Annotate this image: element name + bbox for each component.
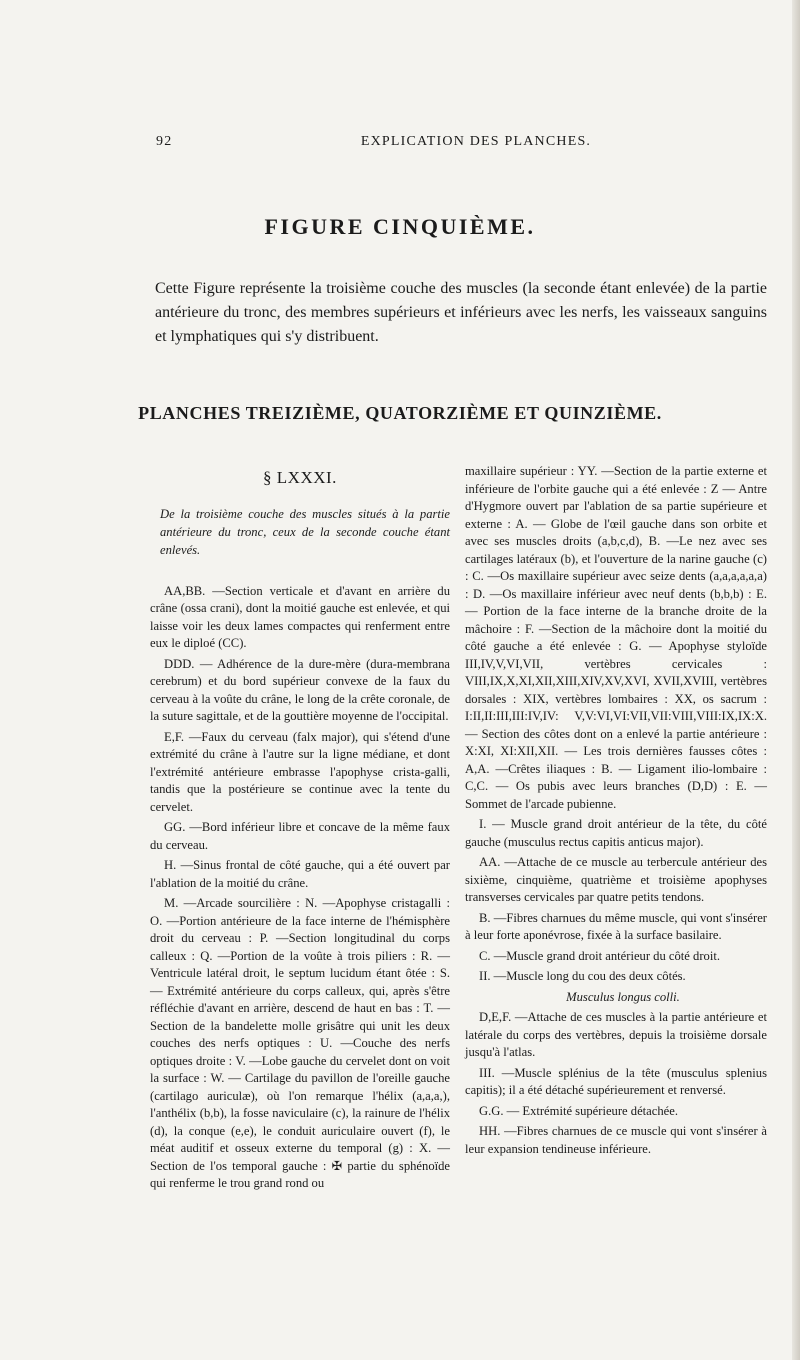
entry-b: B. —Fibres charnues du même muscle, qui vont s'insérer à leur forte aponévrose, fixée à la surface basilaire.: [465, 910, 767, 942]
entry-maxillaire-continued: maxillaire supérieur : YY. —Section de la partie externe et inférieure de l'orbite gauche qui a été enlevée : Z — Antre d'Hygmore ouvert par l'ablation de sa partie supérieure et externe : A. — Globe de l'œil gauche dans son orbite et avec ses muscles droits (a,b,c,d), B. —Le nez avec ses cartilages latéraux (b), et l'ouverture de la narine gauche (c) : C. —Os maxillaire supérieur avec seize dents (a,a,a,a,a,a) : D. —Os maxillaire inférieur avec neuf dents (b,b,b) : E. — Portion de la face interne de la branche droite de la mâchoire : F. —Section de la mâchoire dont la moitié du côté gauche a été enlevée : G. — Apophyse styloïde III,IV,V,VI,VII, vertèbres cervicales : VIII,IX,X,XI,XII,XIII,XIV,XV,XVI, XVII,XVIII, vertèbres dorsales : XIX, vertèbres lombaires : XX, os sacrum : I:II,II:III,III:IV,IV: V,V:VI,VI:VII,VII:VIII,VIII:IX,IX:X. — Section des côtes dont on a enlevé la partie antérieure : X:XI, XI:XII,XII. — Les trois dernières fausses côtes : A,A. —Crêtes iliaques : B. — Ligament ilio-lombaire : C,C. — Os pubis avec leurs branches (D,D) : E. — Sommet de l'arcade pubienne.: [465, 464, 767, 811]
plates-title: PLANCHES TREIZIÈME, QUATORZIÈME ET QUINZIÈME.: [138, 403, 662, 423]
intro-text: Cette Figure représente la troisième couche des muscles (la seconde étant enlevée) de la partie antérieure du tronc, des membres supérieurs et inférieurs avec les nerfs, les vaisseaux sanguins et lymphatiques qui s'y distribuent.: [155, 280, 767, 345]
entry-d-e-f: D,E,F. —Attache de ces muscles à la partie antérieure et latérale du corps des vertèbres, depuis la troisième dorsale jusqu'à l'atlas.: [465, 1010, 767, 1059]
intro-paragraph: [155, 277, 767, 349]
entry-h: H. —Sinus frontal de côté gauche, qui a été ouvert par l'ablation de la moitié du crâne.: [150, 858, 450, 890]
entry-gg: GG. —Bord inférieur libre et concave de la même faux du cerveau.: [150, 820, 450, 852]
latin-name: Musculus longus colli.: [566, 989, 680, 1004]
right-column: [465, 463, 767, 1161]
entry-aa: AA. —Attache de ce muscle au terbercule antérieur des sixième, cinquième, quatrième et troisième apophyses transverses cervicales par quatre petits tendons.: [465, 855, 767, 904]
entry-e-f: E,F. —Faux du cerveau (falx major), qui s'étend d'une extrémité du crâne à l'autre sur la ligne médiane, et dont l'extrémité antérieure embrasse l'apophyse crista-galli, tandis que la postérieure se continue avec la tente du cervelet.: [150, 729, 450, 814]
section-title: § LXXXI.: [263, 468, 337, 487]
page-edge: [792, 0, 800, 1360]
entry-aa-bb: AA,BB. —Section verticale et d'avant en arrière du crâne (ossa crani), dont la moitié gauche est enlevée, et qui laisse voir les deux lames compactes qui renferment entre eux le diploé (CC).: [150, 583, 450, 650]
entry-muscle-iii: III. —Muscle splénius de la tête (musculus splenius capitis); il a été détaché supérieurement et renversé.: [465, 1065, 767, 1097]
entry-ddd: DDD. — Adhérence de la dure-mère (dura-membrana cerebrum) et du bord supérieur convexe de la faux du cerveau à la voûte du crâne, le long de la crête coronale, de la suture sagittale, et de la gouttière moyenne de l'occipital.: [150, 656, 450, 723]
entry-c: C. —Muscle grand droit antérieur du côté droit.: [479, 948, 720, 963]
entry-gg-detached: G.G. — Extrémité supérieure détachée.: [479, 1103, 678, 1118]
page-number: 92: [156, 134, 173, 149]
entry-muscle-i: I. — Muscle grand droit antérieur de la tête, du côté gauche (musculus rectus capitis anticus major).: [465, 817, 767, 849]
entry-muscle-ii: II. —Muscle long du cou des deux côtés.: [479, 969, 686, 983]
figure-title: FIGURE CINQUIÈME.: [264, 214, 536, 239]
left-column: [150, 463, 450, 1196]
running-head: [152, 134, 748, 150]
running-title: EXPLICATION DES PLANCHES.: [360, 134, 592, 149]
entry-hh: HH. —Fibres charnues de ce muscle qui vont s'insérer à leur expansion tendineuse inférieure.: [465, 1124, 767, 1156]
section-description: De la troisième couche des muscles situés à la partie antérieure du tronc, ceux de la seconde couche étant enlevés.: [160, 506, 450, 557]
entry-m-x: M. —Arcade sourcilière : N. —Apophyse cristagalli : O. —Portion antérieure de la face interne de l'hémisphère droit du cerveau : P. —Section longitudinal du corps calleux : Q. —Portion de la voûte à trois piliers : R. — Ventricule latéral droit, le septum lucidum étant ôtée : S. — Extrémité antérieure du corps calleux, qui, après s'être réfléchie d'avant en arrière, descend de haut en bas : T. — Section de la bandelette molle grisâtre qui unit les deux couches des nerfs optiques : U. —Couche des nerfs optiques droite : V. —Lobe gauche du cervelet dont on voit la surface : W. — Cartilage du pavillon de l'oreille gauche (cartilago auriculæ), où l'on remarque l'hélix (a,a,a,), l'anthélix (b,b), la fosse naviculaire (c), la rainure de l'hélix (d), la conque (e,e), le conduit auriculaire ouvert (f), le méat auditif et osseux externe du temporal (g) : X. — Section de l'os temporal gauche : ✠ partie du sphénoïde qui renferme le trou grand rond ou: [150, 896, 450, 1190]
